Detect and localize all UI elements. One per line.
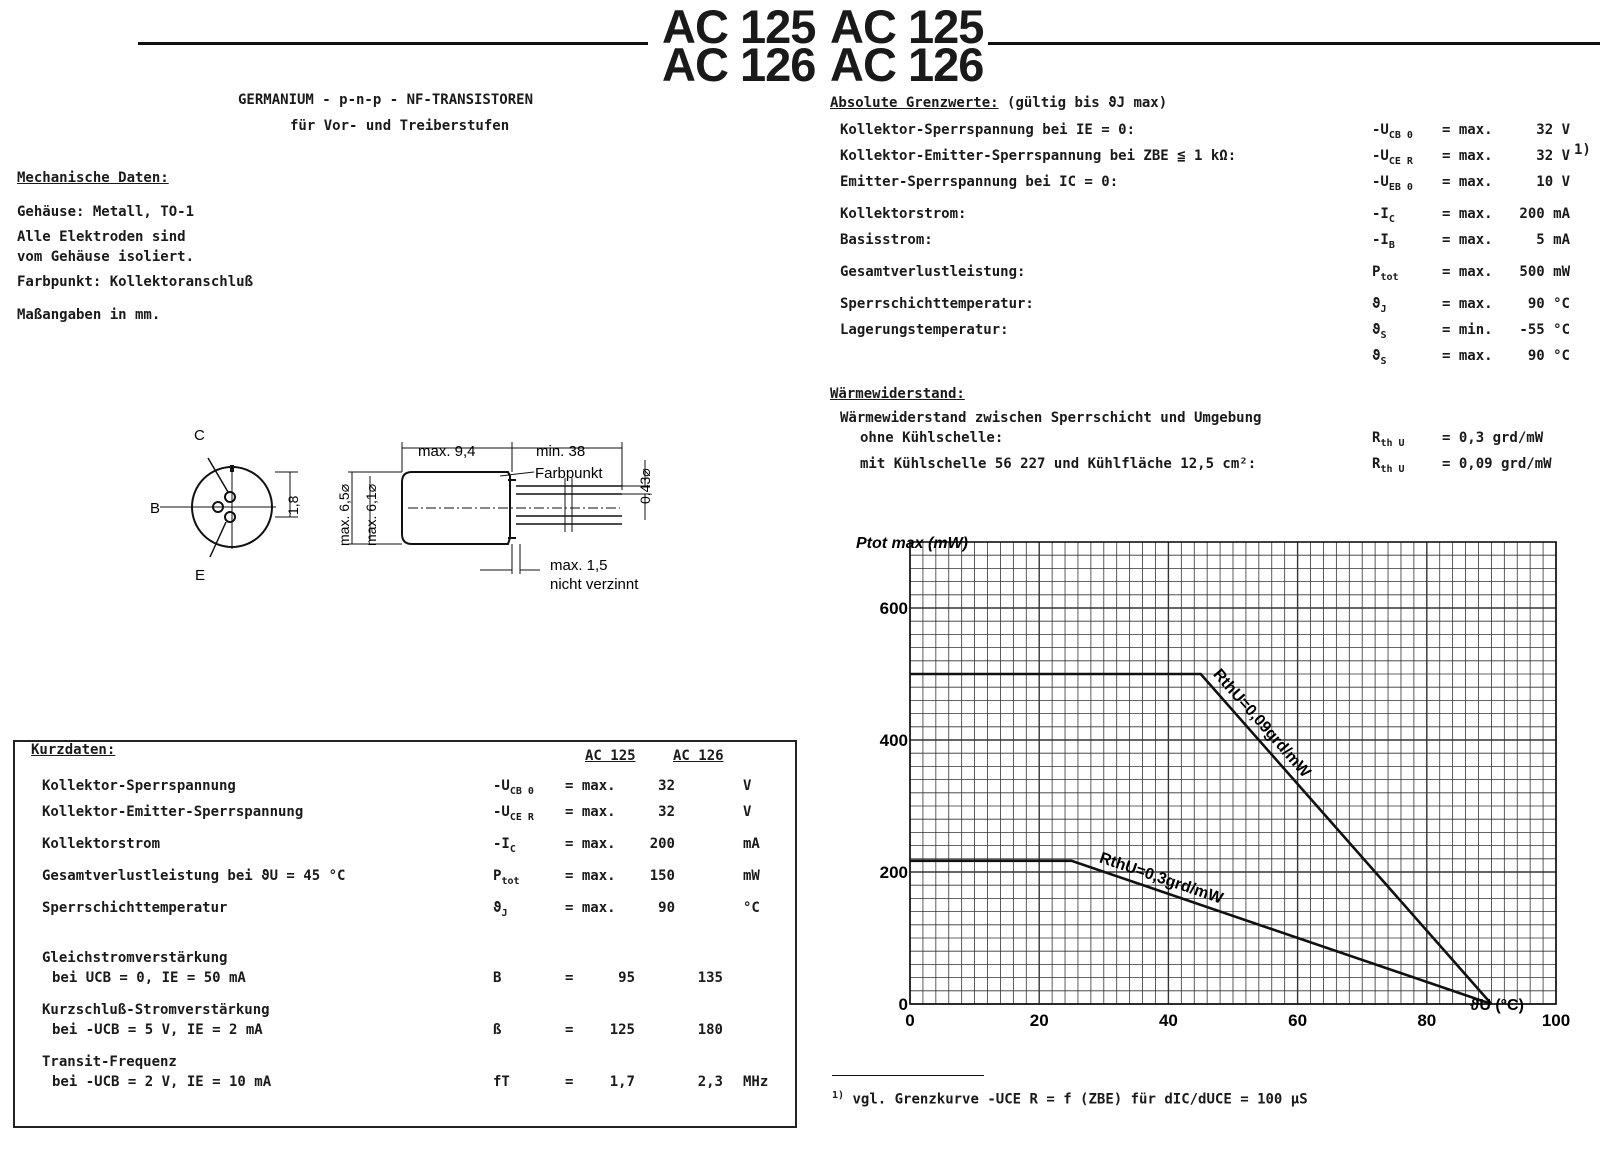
- absolute-row-val: 5 mA: [1536, 232, 1570, 248]
- absolute-row-rel: = max.: [1442, 232, 1493, 248]
- gain-2-v2: 180: [697, 1022, 723, 1038]
- dim-lead: min. 38: [536, 443, 586, 460]
- kurzdaten-row: [42, 804, 303, 820]
- x-tick-label: 60: [1288, 1011, 1308, 1030]
- y-tick-label: 600: [879, 599, 908, 618]
- ft-v2: 2,3: [697, 1074, 723, 1090]
- footnote-text: vgl. Grenzkurve -UCE R = f (ZBE) für dIC/dUCE = 100 µS: [852, 1091, 1308, 1108]
- pin-label-b: B: [150, 500, 161, 517]
- kurzdaten-row: [42, 900, 227, 916]
- kurzdaten-row-v1: 32: [658, 804, 675, 820]
- kurzdaten-row-sym: $-I_C$: [493, 836, 516, 855]
- mechanical-electrodes-2: vom Gehäuse isoliert.: [17, 249, 195, 265]
- kurzdaten-row-rel: = max.: [565, 804, 616, 820]
- power-derating-chart: [850, 530, 1570, 1040]
- kurzdaten-row-unit: °C: [743, 900, 760, 916]
- absolute-row-sym: $-U_{EB 0}$: [1372, 174, 1413, 193]
- thermal-r2-sym: $R_{th U}$: [1372, 456, 1405, 475]
- pin-label-e: E: [195, 567, 206, 584]
- series-label-03: RthU=0,3grd/mW: [1097, 849, 1226, 908]
- title-block-right: [830, 0, 984, 91]
- mechanical-color-dot: Farbpunkt: Kollektoranschluß: [17, 274, 254, 290]
- thermal-line-3: mit Kühlschelle 56 227 und Kühlfläche 12,5 cm²:: [860, 456, 1257, 472]
- kurzdaten-row-unit: mW: [743, 868, 760, 884]
- intro-heading-2: für Vor- und Treiberstufen: [290, 118, 510, 134]
- absolute-heading: Absolute Grenzwerte:: [830, 95, 999, 111]
- not-tinned-label: nicht verzinnt: [550, 576, 639, 593]
- absolute-row-rel: = max.: [1442, 174, 1493, 190]
- intro-heading-1: GERMANIUM - p-n-p - NF-TRANSISTOREN: [238, 92, 534, 108]
- x-tick-label: 40: [1158, 1011, 1178, 1030]
- kurzdaten-row-unit: V: [743, 778, 752, 794]
- thermal-r1-val: = 0,3 grd/mW: [1442, 430, 1544, 446]
- package-drawing: [140, 420, 700, 610]
- color-dot-label: Farbpunkt: [535, 465, 603, 482]
- kurzdaten-row-v1: 150: [649, 868, 675, 884]
- ft-rel: =: [565, 1074, 574, 1090]
- absolute-row-rel: = max.: [1442, 296, 1493, 312]
- absolute-row-val: 500 mW: [1519, 264, 1570, 280]
- absolute-row-rel: = max.: [1442, 348, 1493, 364]
- title-block-left: [662, 0, 816, 91]
- chart-ylabel: Ptot max (mW): [856, 535, 968, 552]
- row-label: Sperrschichttemperatur: [42, 900, 228, 916]
- title-left-1: AC 125: [662, 0, 816, 53]
- absolute-row-rel: = max.: [1442, 206, 1493, 222]
- absolute-row-sym: $ϑ_J$: [1372, 296, 1387, 315]
- kurzdaten-row-rel: = max.: [565, 836, 616, 852]
- absolute-row-sym: $ϑ_S$: [1372, 322, 1387, 341]
- kurzdaten-row-rel: = max.: [565, 868, 616, 884]
- gain-1-v1: 95: [618, 970, 635, 986]
- thermal-r2-val: = 0,09 grd/mW: [1442, 456, 1552, 472]
- kurzdaten-row-sym: $P_{tot}$: [493, 868, 520, 887]
- x-tick-label: 100: [1541, 1011, 1570, 1030]
- thermal-heading: Wärmewiderstand:: [830, 386, 965, 402]
- absolute-row-val: 10 V: [1536, 174, 1570, 190]
- chart-axes: [880, 542, 1570, 1030]
- series-line-0: [910, 674, 1491, 1004]
- ft-unit: MHz: [743, 1074, 769, 1090]
- absolute-row-note: 1): [1574, 142, 1591, 158]
- absolute-row-label: Emitter-Sperrspannung bei IC = 0:: [840, 174, 1119, 190]
- kurzdaten-row-v1: 90: [658, 900, 675, 916]
- absolute-row-val: 32 V: [1536, 122, 1570, 138]
- absolute-heading-note: (gültig bis ϑJ max): [1007, 95, 1168, 111]
- title-left-2: AC 126: [662, 38, 816, 91]
- title-right-2: AC 126: [830, 38, 984, 91]
- footnote: [832, 1090, 1308, 1108]
- x-tick-label: 0: [905, 1011, 915, 1030]
- mechanical-units: Maßangaben in mm.: [17, 307, 161, 323]
- mechanical-heading: Mechanische Daten:: [17, 170, 169, 186]
- kurzdaten-row-unit: mA: [743, 836, 760, 852]
- header-rule-right: [988, 42, 1600, 45]
- ft-sym: fT: [493, 1074, 510, 1090]
- header-rule-left: [138, 42, 648, 45]
- gain-1-rel: =: [565, 970, 574, 986]
- kurzdaten-row-rel: = max.: [565, 900, 616, 916]
- row-label: Gesamtverlustleistung bei ϑU = 45 °C: [42, 868, 346, 884]
- ft-title: Transit-Frequenz: [42, 1054, 177, 1070]
- x-tick-label: 80: [1417, 1011, 1437, 1030]
- kurzdaten-row: [42, 836, 160, 852]
- kurzdaten-row-sym: $ϑ_J$: [493, 900, 508, 919]
- gain-1-sym: B: [493, 970, 502, 986]
- gain-2-v1: 125: [609, 1022, 635, 1038]
- absolute-row-rel: = min.: [1442, 322, 1493, 338]
- thermal-line-1: Wärmewiderstand zwischen Sperrschicht und Umgebung: [840, 410, 1262, 426]
- mechanical-housing: Gehäuse: Metall, TO-1: [17, 204, 195, 220]
- gain-2-title: Kurzschluß-Stromverstärkung: [42, 1002, 270, 1018]
- y-tick-label: 0: [898, 995, 908, 1014]
- kurzdaten-row-v1: 200: [649, 836, 675, 852]
- kurzdaten-col-2: AC 126: [673, 748, 724, 764]
- chart-labels: [856, 535, 1524, 1014]
- row-label: Kollektor-Emitter-Sperrspannung: [42, 804, 304, 820]
- thermal-line-2: ohne Kühlschelle:: [860, 430, 1004, 446]
- absolute-row-label: Basisstrom:: [840, 232, 933, 248]
- chart-grid: [910, 542, 1556, 1004]
- absolute-row-sym: $P_{tot}$: [1372, 264, 1399, 283]
- row-label: Kollektor-Sperrspannung: [42, 778, 236, 794]
- gain-2-cond: bei -UCB = 5 V, IE = 2 mA: [52, 1022, 263, 1038]
- kurzdaten-row-rel: = max.: [565, 778, 616, 794]
- dim-length: max. 9,4: [418, 443, 476, 460]
- series-label-009: RthU=0,09grd/mW: [1209, 666, 1314, 781]
- absolute-row-val: 90 °C: [1527, 296, 1570, 312]
- pin-label-c: C: [194, 427, 205, 444]
- bottom-view: [160, 458, 298, 557]
- absolute-row-sym: $-I_C$: [1372, 206, 1395, 225]
- absolute-row-rel: = max.: [1442, 264, 1493, 280]
- gain-2-sym: ß: [493, 1022, 502, 1038]
- gain-1-title: Gleichstromverstärkung: [42, 950, 228, 966]
- y-tick-label: 200: [879, 863, 908, 882]
- absolute-row-val: -55 °C: [1519, 322, 1570, 338]
- absolute-row-val: 90 °C: [1527, 348, 1570, 364]
- absolute-row-label: Sperrschichttemperatur:: [840, 296, 1034, 312]
- ft-v1: 1,7: [609, 1074, 635, 1090]
- dim-flange: max. 1,5: [550, 557, 608, 574]
- absolute-row-label: Kollektor-Emitter-Sperrspannung bei ZBE ≦ 1 kΩ:: [840, 148, 1237, 164]
- absolute-row-label: Gesamtverlustleistung:: [840, 264, 1026, 280]
- absolute-row-label: Lagerungstemperatur:: [840, 322, 1009, 338]
- dim-dia-inner: max. 6,1⌀: [363, 483, 379, 546]
- kurzdaten-row-sym: $-U_{CB 0}$: [493, 778, 534, 797]
- side-view: [348, 442, 650, 574]
- kurzdaten-row-unit: V: [743, 804, 752, 820]
- absolute-row-sym: $-U_{CE R}$: [1372, 148, 1413, 167]
- kurzdaten-row-v1: 32: [658, 778, 675, 794]
- absolute-row-sym: $-U_{CB 0}$: [1372, 122, 1413, 141]
- title-right-1: AC 125: [830, 0, 984, 53]
- footnote-marker: 1): [832, 1090, 845, 1101]
- mechanical-electrodes-1: Alle Elektroden sind: [17, 229, 186, 245]
- absolute-row-label: Kollektorstrom:: [840, 206, 967, 222]
- gain-1-cond: bei UCB = 0, IE = 50 mA: [52, 970, 246, 986]
- thermal-r1-sym: $R_{th U}$: [1372, 430, 1405, 449]
- dim-pin-spacing: 1,8: [285, 495, 301, 515]
- absolute-heading-line: [830, 95, 1167, 111]
- y-tick-label: 400: [879, 731, 908, 750]
- absolute-row-sym: $ϑ_S$: [1372, 348, 1387, 367]
- kurzdaten-row-sym: $-U_{CE R}$: [493, 804, 534, 823]
- dim-dia-outer: max. 6,5⌀: [336, 483, 352, 546]
- absolute-row-label: Kollektor-Sperrspannung bei IE = 0:: [840, 122, 1136, 138]
- kurzdaten-row: [42, 778, 236, 794]
- kurzdaten-box: [13, 740, 797, 1128]
- absolute-row-rel: = max.: [1442, 122, 1493, 138]
- chart-xlabel: ϑU (°C): [1470, 997, 1524, 1014]
- absolute-row-val: 200 mA: [1519, 206, 1570, 222]
- gain-1-v2: 135: [697, 970, 723, 986]
- absolute-row-rel: = max.: [1442, 148, 1493, 164]
- footnote-rule: [832, 1075, 984, 1076]
- dim-lead-dia: 0,43⌀: [637, 468, 653, 504]
- kurzdaten-heading: Kurzdaten:: [31, 742, 116, 758]
- chart-series: [910, 674, 1491, 1004]
- gain-2-rel: =: [565, 1022, 574, 1038]
- absolute-row-val: 32 V: [1536, 148, 1570, 164]
- ft-cond: bei -UCB = 2 V, IE = 10 mA: [52, 1074, 272, 1090]
- x-tick-label: 20: [1029, 1011, 1049, 1030]
- absolute-row-sym: $-I_B$: [1372, 232, 1395, 251]
- row-label: Kollektorstrom: [42, 836, 161, 852]
- kurzdaten-col-1: AC 125: [585, 748, 636, 764]
- kurzdaten-row: [42, 868, 345, 884]
